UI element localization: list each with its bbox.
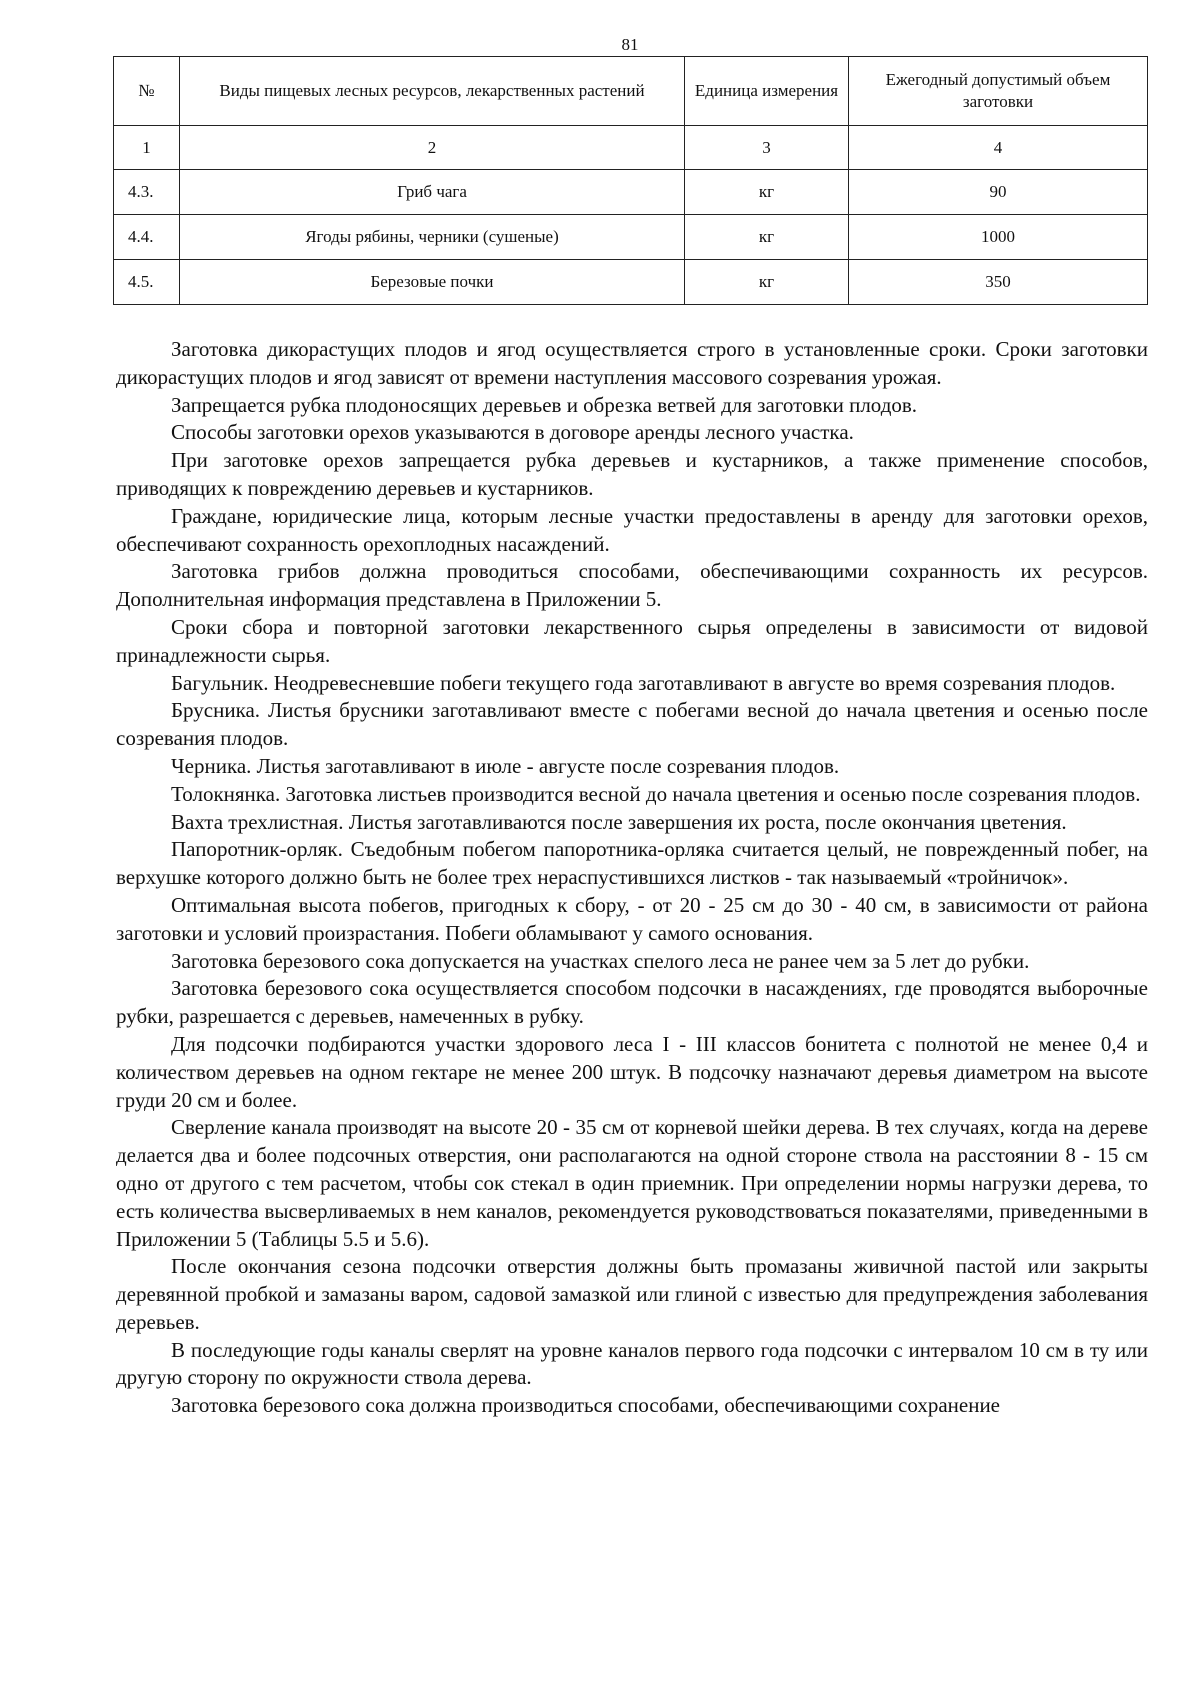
paragraph: В последующие годы каналы сверлят на уровне каналов первого года подсочки с интервалом 10 см в ту или другую сторону по окружности ствола дерева.	[116, 1337, 1148, 1390]
row-resource: Ягоды рябины, черники (сушеные)	[180, 215, 685, 260]
table-header-row	[114, 57, 1148, 126]
row-unit: кг	[685, 170, 849, 215]
row-volume: 350	[849, 260, 1148, 305]
row-volume: 1000	[849, 215, 1148, 260]
column-number: 1	[114, 126, 180, 170]
header-unit: Единица измерения	[685, 57, 849, 126]
paragraph: Граждане, юридические лица, которым лесные участки предоставлены в аренду для заготовки орехов, обеспечивают сохранность орехоплодных насаждений.	[116, 503, 1148, 556]
header-number: №	[114, 57, 180, 126]
table-column-numbers-row	[114, 126, 1148, 170]
paragraph: Запрещается рубка плодоносящих деревьев и обрезка ветвей для заготовки плодов.	[171, 392, 918, 417]
table-row	[114, 215, 1148, 260]
header-annual-volume: Ежегодный допустимый объем заготовки	[849, 57, 1148, 126]
paragraph: Заготовка березового сока должна производиться способами, обеспечивающими сохранение	[171, 1393, 1000, 1418]
paragraph: Папоротник-орляк. Съедобным побегом папоротника-орляка считается целый, не поврежденный побег, на верхушке которого должно быть не более трех нераспустившихся листков - так называемый «тройничок».	[116, 837, 1148, 890]
paragraph: При заготовке орехов запрещается рубка деревьев и кустарников, а также применение способов, приводящих к повреждению деревьев и кустарников.	[116, 448, 1148, 500]
row-resource: Гриб чага	[180, 170, 685, 215]
row-number: 4.4.	[114, 215, 180, 260]
column-number: 4	[849, 126, 1148, 170]
paragraph: Для подсочки подбираются участки здорового леса I - III классов бонитета с полнотой не менее 0,4 и количеством деревьев на одном гектаре не менее 200 штук. В подсочку назначают деревья диаметром на высоте груди 20 см и более.	[116, 1031, 1148, 1112]
column-number: 3	[685, 126, 849, 170]
table-row	[114, 170, 1148, 215]
paragraph: Толокнянка. Заготовка листьев производится весной до начала цветения и осенью после созревания плодов.	[171, 781, 1141, 806]
row-unit: кг	[685, 215, 849, 260]
paragraph: Заготовка дикорастущих плодов и ягод осуществляется строго в установленные сроки. Сроки заготовки дикорастущих плодов и ягод зависят от времени наступления массового созревания урожая.	[116, 337, 1148, 389]
paragraph: Сроки сбора и повторной заготовки лекарственного сырья определены в зависимости от видовой принадлежности сырья.	[116, 614, 1148, 667]
paragraph: Оптимальная высота побегов, пригодных к сбору, - от 20 - 25 см до 30 - 40 см, в зависимости от района заготовки и условий произрастания. Побеги обламывают у самого основания.	[116, 892, 1148, 945]
page-number: 81	[621, 35, 639, 54]
paragraph: Багульник. Неодревесневшие побеги текущего года заготавливают в августе во время созревания плодов.	[171, 670, 1116, 695]
table-row	[114, 260, 1148, 305]
paragraph: Черника. Листья заготавливают в июле - августе после созревания плодов.	[171, 753, 840, 778]
row-resource: Березовые почки	[180, 260, 685, 305]
paragraph: Заготовка березового сока допускается на участках спелого леса не ранее чем за 5 лет до рубки.	[171, 948, 1030, 973]
paragraph: Вахта трехлистная. Листья заготавливаются после завершения их роста, после окончания цветения.	[171, 809, 1067, 834]
header-resource-type: Виды пищевых лесных ресурсов, лекарственных растений	[180, 57, 685, 126]
row-number: 4.3.	[114, 170, 180, 215]
row-volume: 90	[849, 170, 1148, 215]
row-unit: кг	[685, 260, 849, 305]
column-number: 2	[180, 126, 685, 170]
paragraph: Способы заготовки орехов указываются в договоре аренды лесного участка.	[171, 420, 854, 445]
body-text	[116, 336, 1148, 1420]
paragraph: Заготовка березового сока осуществляется способом подсочки в насаждениях, где проводятся выборочные рубки, разрешается с деревьев, намеченных в рубку.	[116, 976, 1148, 1029]
paragraph: Брусника. Листья брусники заготавливают вместе с побегами весной до начала цветения и осенью после созревания плодов.	[116, 698, 1148, 751]
paragraph: Сверление канала производят на высоте 20 - 35 см от корневой шейки дерева. В тех случаях, когда на дереве делается два и более подсочных отверстия, они располагаются на одной стороне ствола на расстоянии 8 - 15 см одно от другого с тем расчетом, чтобы сок стекал в один приемник. При определении нормы нагрузки дерева, то есть количества высверливаемых в нем каналов, рекомендуется руководствоваться показателями, приведенными в Приложении 5 (Таблицы 5.5 и 5.6).	[116, 1115, 1148, 1251]
resources-table	[113, 56, 1148, 305]
paragraph: После окончания сезона подсочки отверстия должны быть промазаны живичной пастой или закрыты деревянной пробкой и замазаны варом, садовой замазкой или глиной с известью для предупреждения заболевания деревьев.	[116, 1254, 1148, 1334]
paragraph: Заготовка грибов должна проводиться способами, обеспечивающими сохранность их ресурсов. Дополнительная информация представлена в Приложении 5.	[116, 559, 1148, 612]
row-number: 4.5.	[114, 260, 180, 305]
